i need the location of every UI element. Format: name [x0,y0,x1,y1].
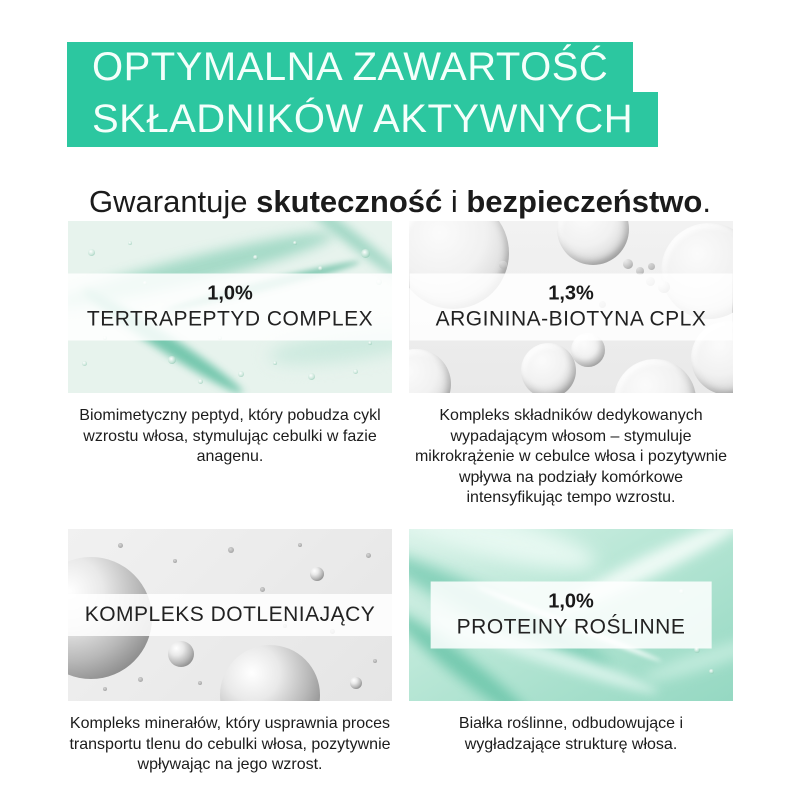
title-line-1: OPTYMALNA ZAWARTOŚĆ [67,42,633,92]
droplet [88,249,95,256]
ingredient-card-proteiny-roslinne [409,529,733,776]
ingredient-label-box [431,582,712,649]
ingredient-card-tertrapeptyd [68,221,392,529]
ingredient-grid [68,221,733,776]
grey-dot [173,559,177,563]
droplet [308,373,315,380]
ingredient-description: Kompleks składników dedykowanych wypadającym włosom – stymuluje mikrokrążenie w cebulce włosa i pozytywnie wpływa na podziały komórkowe intensyfikując tempo wzrostu. [414,407,728,506]
title-banner [67,42,658,147]
bubble [521,343,576,393]
bubble [557,221,629,265]
ingredient-percent: 1,3% [548,282,594,305]
ingredient-label-box [410,274,733,341]
ingredient-description: Kompleks minerałów, który usprawnia proces transportu tlenu do cebulki włosa, pozytywnie wpływając na jego wzrost. [69,715,391,773]
subtitle-bold-skutecznosc: skuteczność [256,184,443,219]
grey-dot [103,687,107,691]
ingredient-percent: 1,0% [207,282,253,305]
droplet [253,255,258,260]
subtitle-part: Gwarantuje [89,184,257,219]
droplet [293,241,297,245]
oxygen-sphere [350,677,362,689]
grey-dot [138,677,143,682]
grey-dot [260,587,265,592]
oxygen-sphere [220,645,320,701]
droplet [273,361,277,365]
droplet [709,669,714,674]
subtitle-part: . [702,184,711,219]
ingredient-image [409,221,733,393]
ingredient-percent: 1,0% [548,590,594,613]
ingredient-name: KOMPLEKS DOTLENIAJĄCY [84,603,376,626]
ingredient-image [68,529,392,701]
droplet [361,249,370,258]
title-line-2: SKŁADNIKÓW AKTYWNYCH [67,92,658,147]
ingredient-label-box [68,594,392,636]
ingredient-description: Białka roślinne, odbudowujące i wygładzające strukturę włosa. [458,715,684,753]
grey-dot [228,547,234,553]
bubble [409,349,451,393]
droplet [368,341,372,345]
ingredient-image [68,221,392,393]
droplet [198,379,203,384]
ingredient-name: TERTRAPEPTYD COMPLEX [86,307,374,331]
subtitle-bold-bezpieczenstwo: bezpieczeństwo [466,184,703,219]
subtitle-part: i [442,184,467,219]
ingredient-name: ARGININA-BIOTYNA CPLX [435,307,707,331]
oxygen-sphere [168,641,194,667]
oxygen-sphere [310,567,324,581]
ingredient-name: PROTEINY ROŚLINNE [456,615,686,639]
bubble [614,359,696,393]
droplet [128,241,132,245]
droplet [318,266,323,271]
droplet [353,369,358,374]
grey-dot [298,543,302,547]
droplet [168,356,176,364]
grey-dot [366,553,371,558]
bubble [499,261,507,269]
ingredient-image [409,529,733,701]
subtitle [0,182,800,222]
ingredient-label-box [68,274,392,341]
droplet [238,371,244,377]
ingredient-card-arginina-biotyna [409,221,733,529]
droplet [82,361,87,366]
bubble [648,263,655,270]
grey-dot [198,681,202,685]
ingredient-description: Biomimetyczny peptyd, który pobudza cykl wzrostu włosa, stymulując cebulki w fazie anagenu. [79,407,381,465]
grey-dot [373,659,377,663]
ingredient-card-kompleks-dotleniajacy [68,529,392,776]
grey-dot [118,543,123,548]
bubble [623,259,633,269]
